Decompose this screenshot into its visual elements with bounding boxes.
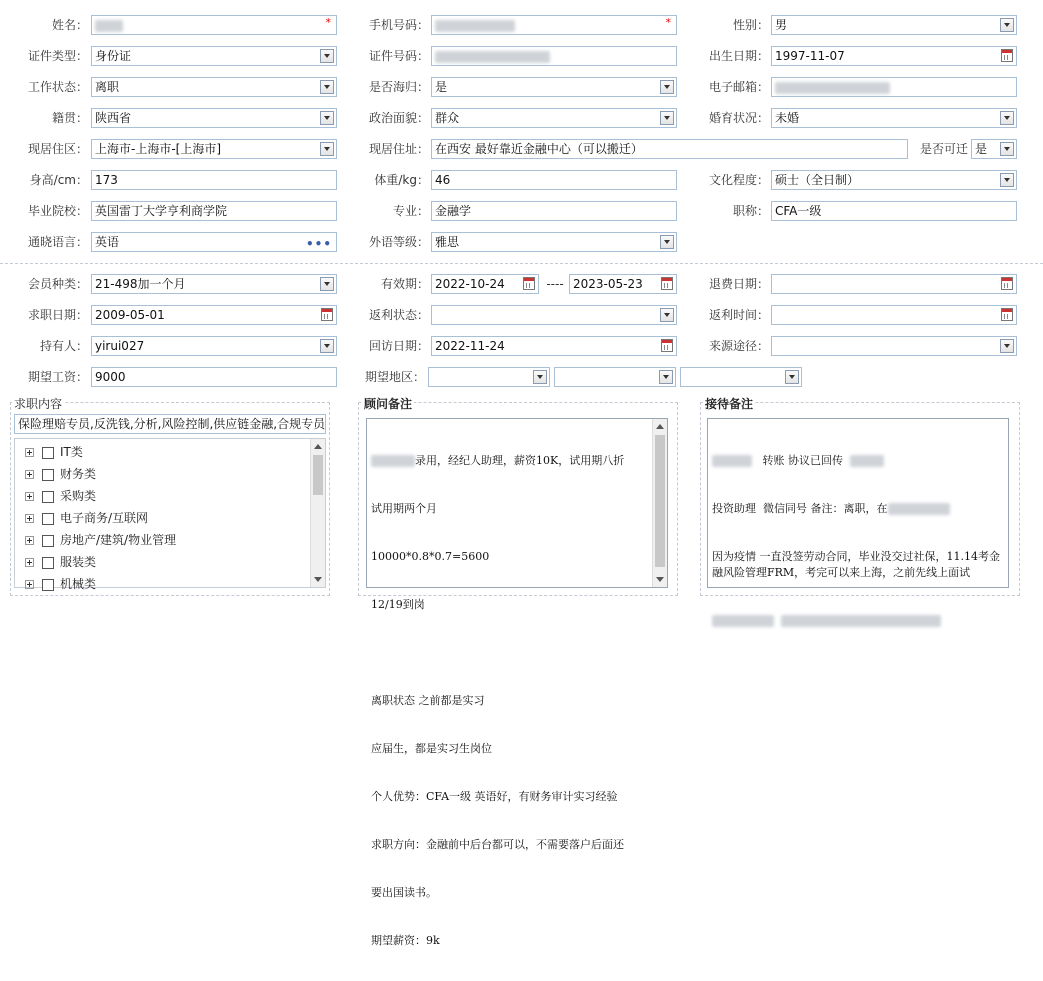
phone-label: 手机号码： xyxy=(368,18,429,32)
work-status-value: 离职 xyxy=(95,80,120,94)
id-number-label: 证件号码： xyxy=(368,49,429,63)
validity-start-value: 2022-10-24 xyxy=(435,277,505,291)
political-value: 群众 xyxy=(435,111,460,125)
job-selected-field[interactable] xyxy=(14,414,326,434)
chevron-down-icon[interactable] xyxy=(660,308,674,322)
chevron-down-icon[interactable] xyxy=(785,370,799,384)
note-line: 求职方向：金融前中后台都可以，不需要落户后面还 xyxy=(371,838,624,851)
redacted-text xyxy=(781,615,941,627)
language-value: 英语 xyxy=(95,235,120,249)
chevron-down-icon[interactable] xyxy=(320,80,334,94)
revisit-date-value: 2022-11-24 xyxy=(435,339,505,353)
note-line: 要出国读书。 xyxy=(371,886,437,899)
relocate-select[interactable] xyxy=(971,139,1017,159)
language-level-value: 雅思 xyxy=(435,235,460,249)
required-mark: * xyxy=(665,16,671,29)
title-value: CFA一级 xyxy=(775,204,822,218)
note-line xyxy=(712,453,1004,469)
tree-item[interactable] xyxy=(25,552,96,572)
phone-field[interactable] xyxy=(431,15,677,35)
marital-label: 婚育状况： xyxy=(708,111,769,125)
scroll-thumb[interactable] xyxy=(313,455,323,495)
chevron-down-icon[interactable] xyxy=(320,339,334,353)
member-type-label: 会员种类： xyxy=(27,277,88,291)
checkbox[interactable] xyxy=(42,469,54,481)
region-select-district[interactable] xyxy=(680,367,802,387)
email-redacted xyxy=(775,82,890,94)
address-value: 在西安 最好靠近金融中心（可以搬迁） xyxy=(435,142,643,156)
refund-date-label: 退费日期： xyxy=(708,277,769,291)
redacted-text xyxy=(712,615,774,627)
checkbox[interactable] xyxy=(42,579,54,591)
chevron-down-icon[interactable] xyxy=(660,111,674,125)
tree-item-label: 财务类 xyxy=(60,467,97,481)
native-place-label: 籍贯： xyxy=(51,111,88,125)
marital-select[interactable] xyxy=(771,108,1017,128)
revisit-date-field[interactable] xyxy=(431,336,677,356)
holder-value: yirui027 xyxy=(95,339,145,353)
job-date-value: 2009-05-01 xyxy=(95,308,165,322)
expand-icon[interactable] xyxy=(25,558,34,567)
education-select[interactable] xyxy=(771,170,1017,190)
education-value: 硕士（全日制） xyxy=(775,173,860,187)
school-label: 毕业院校： xyxy=(27,204,88,218)
source-label: 来源途径： xyxy=(708,339,769,353)
scrollbar[interactable] xyxy=(310,439,325,587)
expand-icon[interactable] xyxy=(25,536,34,545)
member-type-value: 21-498加一个月 xyxy=(95,277,186,291)
note-line: 应届生，都是实习生岗位 xyxy=(371,742,492,755)
salary-field[interactable] xyxy=(91,367,337,387)
chevron-down-icon[interactable] xyxy=(320,142,334,156)
school-field[interactable] xyxy=(91,201,337,221)
scroll-down-icon[interactable] xyxy=(656,577,664,582)
note-line: 10000*0.8*0.7=5600 xyxy=(371,550,490,563)
calendar-icon[interactable] xyxy=(1001,49,1013,62)
tree-item[interactable] xyxy=(25,574,96,594)
chevron-down-icon[interactable] xyxy=(1000,111,1014,125)
tree-item-label: IT类 xyxy=(60,445,83,459)
birth-date-field[interactable] xyxy=(771,46,1017,66)
birth-date-label: 出生日期： xyxy=(708,49,769,63)
checkbox[interactable] xyxy=(42,557,54,569)
chevron-down-icon[interactable] xyxy=(1000,173,1014,187)
job-selected-value: 保险理赔专员,反洗钱,分析,风险控制,供应链金融,合规专员 xyxy=(18,417,326,431)
note-line xyxy=(371,645,649,661)
major-label: 专业： xyxy=(392,204,429,218)
height-value: 173 xyxy=(95,173,118,187)
tree-item-label: 采购类 xyxy=(60,489,97,503)
checkbox[interactable] xyxy=(42,491,54,503)
note-line xyxy=(371,453,649,469)
note-line: 个人优势：CFA一级 英语好，有财务审计实习经验 xyxy=(371,790,618,803)
name-redacted xyxy=(95,20,123,32)
chevron-down-icon[interactable] xyxy=(320,277,334,291)
chevron-down-icon[interactable] xyxy=(320,111,334,125)
calendar-icon[interactable] xyxy=(523,277,535,290)
checkbox[interactable] xyxy=(42,513,54,525)
chevron-down-icon[interactable] xyxy=(660,235,674,249)
rebate-time-field[interactable] xyxy=(771,305,1017,325)
chevron-down-icon[interactable] xyxy=(533,370,547,384)
calendar-icon[interactable] xyxy=(321,308,333,321)
id-number-field[interactable] xyxy=(431,46,677,66)
work-status-label: 工作状态： xyxy=(27,80,88,94)
id-type-value: 身份证 xyxy=(95,49,132,63)
member-type-select[interactable] xyxy=(91,274,337,294)
note-line: 期望薪资：9k xyxy=(371,934,440,947)
relocate-value: 是 xyxy=(975,142,988,156)
chevron-down-icon[interactable] xyxy=(320,49,334,63)
expand-icon[interactable] xyxy=(25,448,34,457)
validity-start-field[interactable] xyxy=(431,274,539,294)
chevron-down-icon[interactable] xyxy=(659,370,673,384)
work-status-select[interactable] xyxy=(91,77,337,97)
relocate-label: 是否可迁 xyxy=(919,142,968,156)
title-label: 职称： xyxy=(732,204,769,218)
salary-label: 期望工资： xyxy=(27,370,88,384)
section-divider xyxy=(0,263,1043,264)
language-level-select[interactable] xyxy=(431,232,677,252)
height-label: 身高/cm： xyxy=(29,173,88,187)
redacted-text xyxy=(888,503,950,515)
redacted-text xyxy=(371,455,415,467)
chevron-down-icon[interactable] xyxy=(1000,142,1014,156)
salary-value: 9000 xyxy=(95,370,126,384)
job-date-label: 求职日期： xyxy=(27,308,88,322)
title-field[interactable] xyxy=(771,201,1017,221)
holder-select[interactable] xyxy=(91,336,337,356)
email-label: 电子邮箱： xyxy=(708,80,769,94)
tree-item[interactable] xyxy=(25,442,83,462)
tree-item-label: 服装类 xyxy=(60,555,97,569)
advisor-notes-title: 顾问备注 xyxy=(364,397,413,411)
address-label: 现居住址： xyxy=(368,142,429,156)
redacted-text xyxy=(712,455,752,467)
validity-label: 有效期： xyxy=(380,277,429,291)
checkbox[interactable] xyxy=(42,535,54,547)
checkbox[interactable] xyxy=(42,447,54,459)
school-value: 英国雷丁大学亨利商学院 xyxy=(95,204,228,218)
residence-area-value: 上海市-上海市-[上海市] xyxy=(95,142,222,156)
note-line xyxy=(712,613,1004,629)
more-icon[interactable]: ••• xyxy=(305,237,332,251)
gender-label: 性别： xyxy=(732,18,769,32)
education-label: 文化程度： xyxy=(708,173,769,187)
scrollbar[interactable] xyxy=(652,419,667,587)
weight-value: 46 xyxy=(435,173,451,187)
returnee-label: 是否海归： xyxy=(368,80,429,94)
range-separator: ---- xyxy=(546,277,564,291)
job-content-title: 求职内容 xyxy=(14,397,63,411)
expand-icon[interactable] xyxy=(25,492,34,501)
native-place-value: 陕西省 xyxy=(95,111,132,125)
native-place-select[interactable] xyxy=(91,108,337,128)
gender-value: 男 xyxy=(775,18,788,32)
note-line: 试用期两个月 xyxy=(371,502,437,515)
advisor-notes-textarea[interactable] xyxy=(366,418,668,947)
residence-area-label: 现居住区： xyxy=(27,142,88,156)
address-field[interactable] xyxy=(431,139,908,159)
revisit-date-label: 回访日期： xyxy=(368,339,429,353)
weight-field[interactable] xyxy=(431,170,677,190)
returnee-value: 是 xyxy=(435,80,448,94)
gender-select[interactable] xyxy=(771,15,1017,35)
redacted-text xyxy=(850,455,884,467)
tree-item[interactable] xyxy=(25,530,176,550)
note-line: 离职状态 之前都是实习 xyxy=(371,694,485,707)
scroll-up-icon[interactable] xyxy=(656,424,664,429)
expand-icon[interactable] xyxy=(25,514,34,523)
job-category-tree[interactable] xyxy=(14,438,326,591)
email-field[interactable] xyxy=(771,77,1017,97)
holder-label: 持有人： xyxy=(39,339,88,353)
refund-date-field[interactable] xyxy=(771,274,1017,294)
chevron-down-icon[interactable] xyxy=(1000,18,1014,32)
tree-item[interactable] xyxy=(25,464,96,484)
reception-notes-textarea[interactable] xyxy=(707,418,1009,588)
scroll-up-icon[interactable] xyxy=(314,444,322,449)
region-label: 期望地区： xyxy=(364,370,425,384)
id-type-label: 证件类型： xyxy=(27,49,88,63)
scroll-thumb[interactable] xyxy=(655,435,665,567)
name-label: 姓名： xyxy=(51,18,88,32)
tree-item-label: 房地产/建筑/物业管理 xyxy=(60,533,177,547)
phone-redacted xyxy=(435,20,515,32)
id-number-redacted xyxy=(435,51,550,63)
major-value: 金融学 xyxy=(435,204,472,218)
calendar-icon[interactable] xyxy=(661,277,673,290)
reception-notes-title: 接待备注 xyxy=(705,397,754,411)
validity-end-value: 2023-05-23 xyxy=(573,277,643,291)
rebate-time-label: 返利时间： xyxy=(708,308,769,322)
political-select[interactable] xyxy=(431,108,677,128)
language-field[interactable] xyxy=(91,232,337,252)
chevron-down-icon[interactable] xyxy=(1000,339,1014,353)
calendar-icon[interactable] xyxy=(661,339,673,352)
source-select[interactable] xyxy=(771,336,1017,356)
note-line: 12/19到岗 xyxy=(371,598,425,611)
region-select-province[interactable] xyxy=(428,367,550,387)
expand-icon[interactable] xyxy=(25,580,34,589)
id-type-select[interactable] xyxy=(91,46,337,66)
tree-item-label: 电子商务/互联网 xyxy=(60,511,149,525)
note-line-text: 录用，经纪人助理，薪资10K，试用期八折 xyxy=(415,454,625,467)
political-label: 政治面貌： xyxy=(368,111,429,125)
calendar-icon[interactable] xyxy=(1001,308,1013,321)
returnee-select[interactable] xyxy=(431,77,677,97)
calendar-icon[interactable] xyxy=(1001,277,1013,290)
language-level-label: 外语等级： xyxy=(368,235,429,249)
validity-end-field[interactable] xyxy=(569,274,677,294)
name-field[interactable] xyxy=(91,15,337,35)
rebate-status-label: 返利状态： xyxy=(368,308,429,322)
chevron-down-icon[interactable] xyxy=(660,80,674,94)
language-label: 通晓语言： xyxy=(27,235,88,249)
note-line: 因为疫情 一直没签劳动合同，毕业没交过社保，11.14考金融风险管理FRM，考完可以来上海，之前先线上面试 xyxy=(712,550,1000,579)
tree-item[interactable] xyxy=(25,486,96,506)
residence-area-select[interactable] xyxy=(91,139,337,159)
expand-icon[interactable] xyxy=(25,470,34,479)
marital-value: 未婚 xyxy=(775,111,800,125)
birth-date-value: 1997-11-07 xyxy=(775,49,845,63)
height-field[interactable] xyxy=(91,170,337,190)
tree-item[interactable] xyxy=(25,508,148,528)
tree-item-label: 机械类 xyxy=(60,577,97,591)
note-line-text: 投资助理 微信同号 备注：离职，在 xyxy=(712,502,888,515)
major-field[interactable] xyxy=(431,201,677,221)
note-line-text: 转账 协议已回传 xyxy=(762,454,843,467)
scroll-down-icon[interactable] xyxy=(314,577,322,582)
job-date-field[interactable] xyxy=(91,305,337,325)
required-mark: * xyxy=(325,16,331,29)
note-line xyxy=(712,501,1004,517)
rebate-status-select[interactable] xyxy=(431,305,677,325)
weight-label: 体重/kg： xyxy=(374,173,429,187)
region-select-city[interactable] xyxy=(554,367,676,387)
